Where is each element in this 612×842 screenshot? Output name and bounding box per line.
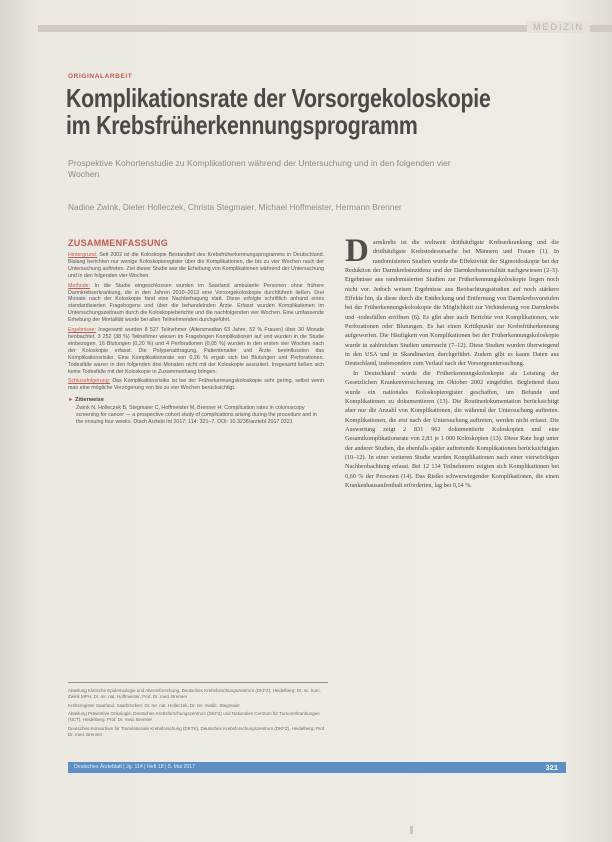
citation-heading-text: Zitierweise <box>75 397 105 404</box>
paragraph-lead: Hintergrund: <box>68 252 98 258</box>
arrow-right-icon: ► <box>68 397 74 404</box>
article-kicker: ORIGINALARBEIT <box>68 73 133 80</box>
body-column <box>345 233 559 490</box>
summary-paragraph-methods <box>68 283 324 324</box>
paragraph-lead: Schlussfolgerung: <box>68 378 111 385</box>
affiliation-item: Krebsregister Saarland, Saarbrücken: Dr. rer. nat. Holleczek, Dr. rer. medic. Stegmaier <box>68 702 240 708</box>
binding-mark <box>410 826 413 834</box>
article-authors: Nadine Zwink, Dieter Holleczek, Christa Stegmaier, Michael Hoffmeister, Hermann Brenner <box>68 202 402 212</box>
paragraph-text: Insgesamt wurden 8 527 Teilnehmer (Altersmedian 63 Jahre, 52 % Frauen) über 30 Monate beobachtet. 3 252 (38 %) Teilnehmer wiesen im Fragebogen Komplikationen auf und wurden in die Studie einbezogen. 16 Blutungen (0,20 %) und 4 Perforationen (0,05 %) wurden in den ersten vier Wochen nach der Koloskopie erfasst. Die Polypenabtragung, Patientenalter und Ärzte beeinflussten das Komplikationsrisiko. Eine Komplikationsrate von 0,26 % ergab sich bei Blutungen und Perforationen. Todesfälle waren in den folgenden drei Monaten nicht mit der Koloskopie assoziiert. Insgesamt ließen sich keine Todesfälle mit der Koloskopie in Zusammenhang bringen. <box>68 327 324 375</box>
citation-heading <box>68 397 324 403</box>
summary-paragraph-conclusion <box>68 378 324 392</box>
section-label: MEDIZIN <box>527 21 590 33</box>
paragraph-text: Seit 2002 ist die Koloskopie Bestandteil des Krebsfrüherkennungsprogramms in Deutschland. Bislang berichten nur wenige Koloskopieregister über die Komplikationen, die bis zu vier Wochen nach der Untersuchung auftreten. Ziel dieser Studie war die Erhebung von Komplikationen während der Untersuchung und in den folgenden vier Wochen. <box>68 252 324 279</box>
paragraph-lead: Ergebnisse: <box>68 327 96 334</box>
page-number: 321 <box>545 763 558 772</box>
summary-paragraph-background <box>68 252 324 280</box>
affiliation-item: Abteilung Präventive Onkologie, Deutsches Krebsforschungszentrum (DKFZ) und Nationales Centrum für Tumorerkrankungen (NCT), Heidelberg: Prof. Dr. med. Brenner <box>68 711 320 723</box>
citation-text: Zwink N, Holleczek B, Stegmaier C, Hoffmeister M, Brenner H: Complication rates in colonoscopy screening for cancer — a prospective cohort study of complications arising during the procedure and in the ensuing four weeks. Dtsch Arztebl Int 2017; 114: 321–7. DOI: 10.3238/arztebl.2017.0321 <box>76 405 317 425</box>
affiliation-item: Abteilung Klinische Epidemiologie und Alternsforschung, Deutsches Krebsforschungszentrum (DKFZ), Heidelberg: Dr. sc. hum. Zwink MPH, Dr. rer. nat. Hoffmeister, Prof. Dr. med. Brenner <box>68 688 321 699</box>
affiliation-item: Deutsches Konsortium für Translationale Krebsforschung (DKTK), Deutsches Krebsforschungszentrum (DKFZ), Heidelberg: Prof. Dr. med. Brenner <box>68 725 326 737</box>
summary-paragraph-results <box>68 327 324 375</box>
paragraph-text: Das Komplikationsrisiko ist bei der Früherkennungskoloskopie sehr gering, selbst wenn man eine mögliche Verzögerung von bis zu vier Wochen berücksichtigt. <box>68 378 324 392</box>
body-paragraph: In Deutschland wurde die Früherkennungskoloskopie als Leistung der Gesetzlichen Krankenversicherung im Oktober 2002 eingeführt. Begleitend dazu wurde ein nationales Koloskopieregister geschaffen, um Befunde und Komplikationen zu dokumentieren (13). Die Routinedokumentation berücksichtigt aber nur die Anzahl von Komplikationen, die während der Untersuchung auftreten. Komplikationen, die erst nach der Untersuchung auftreten, werden nicht erfasst. Die Auswertung zeigt 2 831 962 dokumentierte Koloskopien und eine Gesamtkomplikationsrate von 2,83 je 1 000 Koloskopien (13). Diese Rate liegt unter der anderer Studien, die ebenfalls später auftretende Komplikationen berücksichtigten (10–12). In einer weiteren Studie wurden Komplikationen nach einer vierwöchigen Nachbeobachtung erfasst. Bei 12 134 Teilnehmern zeigten sich Komplikationen bei 0,60 % der Personen (14). Das Risiko schwerwiegender Komplikationen, die einen Krankenhausaufenthalt erforderten, lag bei 0,14 %. <box>345 369 559 489</box>
body-paragraph: armkrebs ist die weltweit dritthäufigste Krebserkrankung und die dritthäufigste Krebstodesursache bei Männern und Frauen (1). In randomisierten Studien wurde die Effektivität der Sigmoidoskopie bei der Reduktion der Darmkrebsinzidenz und der Darmkrebsmortalität nachgewiesen (2–5). Ergebnisse aus randomisierten Studien zur Früherkennungskoloskopie liegen noch nicht vor. Jedoch weisen Ergebnisse aus Beobachtungsstudien auf noch stärkere Effekte hin, da diese durch die Entdeckung und Entfernung von Darmkrebsvorstufen bei der Früherkennungskoloskopie die Möglichkeit zur Verhinderung von Darmkrebs und -todesfällen eröffnen (6). Es gibt aber auch Berichte von Komplikationen, wie Perforationen oder Blutungen. Es hat einen Kritikpunkt zur Krebsfrüherkennung aufgeworfen. Die Häufigkeit von Komplikationen bei der Früherkennungskoloskopie wurde in zahlreichen Studien untersucht (7–12). Diese Studien wurden überwiegend in den USA und in Skandinavien durchgeführt. Zudem gibt es kaum Daten aus Deutschland, insbesondere zum Verlauf nach der Vorsorgeuntersuchung. <box>345 239 559 368</box>
summary-heading: ZUSAMMENFASSUNG <box>68 238 169 248</box>
summary-column <box>68 238 324 426</box>
affiliations <box>68 688 330 741</box>
header-bar <box>38 25 612 32</box>
article-title: Komplikationsrate der Vorsorgekoloskopie im Krebsfrüherkennungsprogramm <box>66 83 491 140</box>
paragraph-text: In die Studie eingeschlossen wurden im Saarland ambulante Personen ohne frühere Darmkrebserkrankung, die in den Jahren 2010–2013 eine Vorsorgekoloskopie durchführen ließen. Drei Monate nach der Koloskopie fand eine Nachbefragung statt. Diese erfolgte schriftlich anhand eines standardisierten Fragebogens und über die behandelnden Ärzte. Erfasst wurden Komplikationen im Untersuchungszeitraum durch die Koloskopieberichte und die nachfolgenden vier Wochen. Eine umfassende Erhebung der Mortalität wurde bei allen Teilnehmenden durchgeführt. <box>68 282 324 324</box>
page-footer <box>68 762 566 773</box>
drop-cap: D <box>345 233 369 269</box>
article-subtitle: Prospektive Kohortenstudie zu Komplikationen während der Untersuchung und in den folgenden vier Wochen <box>68 158 451 179</box>
footer-citation: Deutsches Ärzteblatt | Jg. 114 | Heft 18 | 5. Mai 2017 <box>74 764 196 770</box>
affiliation-divider <box>68 682 328 683</box>
paragraph-lead: Methode: <box>68 282 91 289</box>
